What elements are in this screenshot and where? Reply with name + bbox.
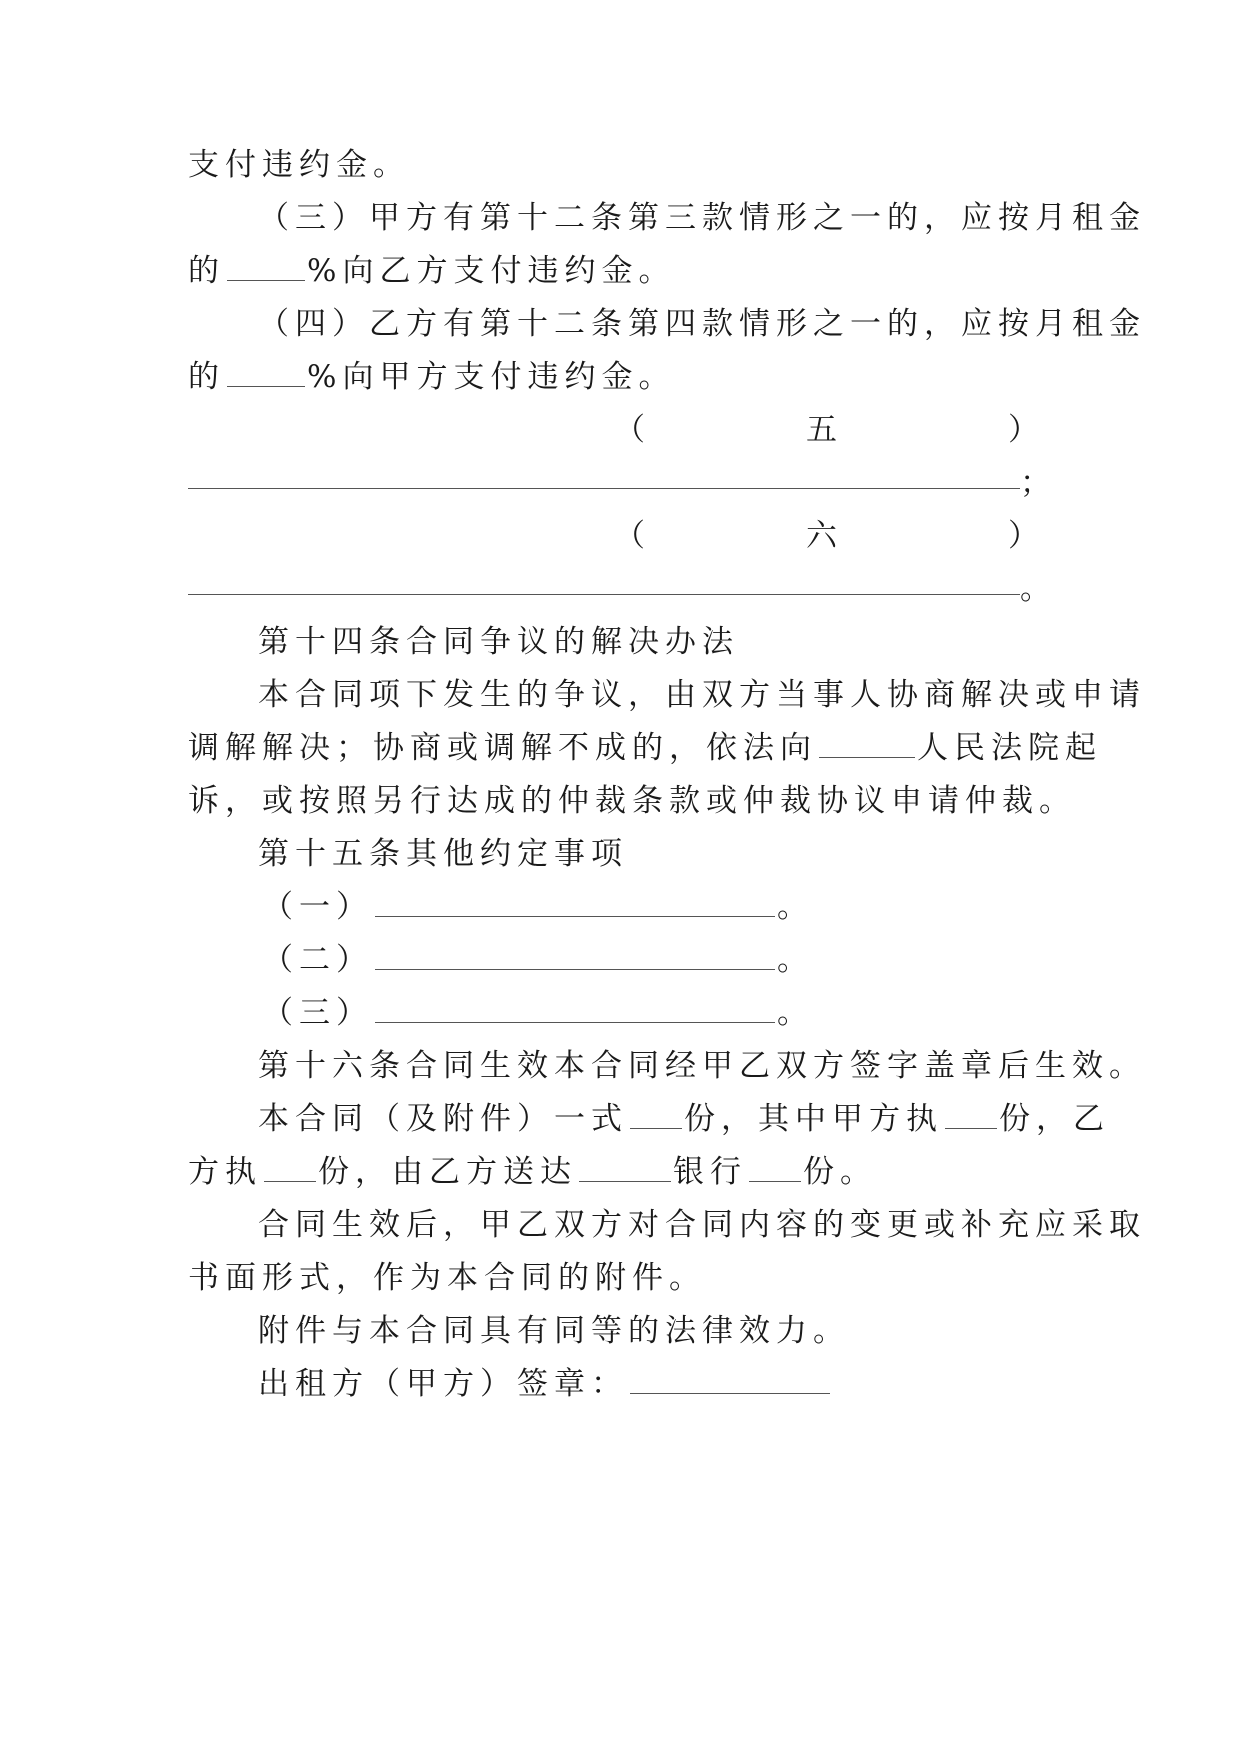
fill-blank[interactable] <box>375 994 775 1023</box>
item-5-blank-line[interactable] <box>188 488 1020 489</box>
item-6-end-mark: 。 <box>1020 571 1051 607</box>
text-fragment: 调解解决；协商或调解不成的，依法向 <box>188 730 817 766</box>
article-15-title <box>258 834 1128 874</box>
court-blank[interactable] <box>819 729 915 758</box>
text-line <box>258 1099 1128 1139</box>
clause-4-text: （四）乙方有第十二条第四款情形之一的，应按月租金 <box>258 306 1146 342</box>
signature-label: 出租方（甲方）签章： <box>258 1366 628 1402</box>
paragraph-text: 支付违约金。 <box>188 147 410 183</box>
text-fragment: 份，其中甲方执 <box>684 1101 943 1137</box>
other-item-3 <box>262 993 1132 1033</box>
signature-line <box>258 1364 1128 1404</box>
paragraph-text: 书面形式，作为本合同的附件。 <box>188 1260 706 1296</box>
text-fragment: 。 <box>777 889 814 925</box>
text-line <box>258 198 1146 238</box>
item-label: （三） <box>262 995 373 1031</box>
text-fragment: 方执 <box>188 1154 262 1190</box>
signature-blank[interactable] <box>630 1365 830 1394</box>
fill-blank[interactable] <box>630 1100 682 1129</box>
text-fragment: 银行 <box>673 1154 747 1190</box>
text-fragment: %向乙方支付违约金。 <box>307 253 676 289</box>
text-line <box>188 251 1058 291</box>
fill-blank[interactable] <box>375 888 775 917</box>
fill-blank[interactable] <box>945 1100 997 1129</box>
paragraph-text: 合同生效后，甲乙双方对合同内容的变更或补充应采取 <box>258 1207 1146 1243</box>
other-item-2 <box>262 940 1132 980</box>
item-6-number: 六 <box>806 518 837 554</box>
fill-blank[interactable] <box>227 252 305 281</box>
item-6-blank-line[interactable] <box>188 594 1020 595</box>
item-label: （一） <box>262 889 373 925</box>
text-fragment: %向甲方支付违约金。 <box>307 359 676 395</box>
text-fragment: 的 <box>188 359 225 395</box>
text-line <box>258 1205 1146 1245</box>
fill-blank[interactable] <box>749 1153 801 1182</box>
heading-text: 第十四条合同争议的解决办法 <box>258 624 739 660</box>
text-line <box>258 304 1146 344</box>
text-line <box>188 1258 1058 1298</box>
text-fragment: 本合同（及附件）一式 <box>258 1101 628 1137</box>
text-fragment: 。 <box>777 995 814 1031</box>
text-line <box>188 145 1058 185</box>
text-fragment: 的 <box>188 253 225 289</box>
fill-blank[interactable] <box>264 1153 316 1182</box>
text-line <box>258 675 1146 715</box>
text-fragment: 。 <box>777 942 814 978</box>
text-line <box>188 1152 1058 1192</box>
clause-3-text: （三）甲方有第十二条第三款情形之一的，应按月租金 <box>258 200 1146 236</box>
item-5-open-paren: （ <box>614 412 645 448</box>
fill-blank[interactable] <box>579 1153 671 1182</box>
paragraph-text: 第十六条合同生效本合同经甲乙双方签字盖章后生效。 <box>258 1048 1146 1084</box>
article-16-text <box>258 1046 1146 1086</box>
text-line <box>188 781 1076 821</box>
paragraph-text: 诉，或按照另行达成的仲裁条款或仲裁协议申请仲裁。 <box>188 783 1076 819</box>
fill-blank[interactable] <box>227 358 305 387</box>
article-14-title <box>258 622 1128 662</box>
text-fragment: 份，由乙方送达 <box>318 1154 577 1190</box>
text-fragment: 人民法院起 <box>917 730 1102 766</box>
item-6-open-paren: （ <box>614 518 645 554</box>
item-5-end-mark: ； <box>1020 465 1051 501</box>
item-5-number: 五 <box>806 412 837 448</box>
text-line <box>258 1311 1128 1351</box>
fill-blank[interactable] <box>375 941 775 970</box>
other-item-1 <box>262 887 1132 927</box>
item-label: （二） <box>262 942 373 978</box>
text-line <box>188 728 1102 768</box>
paragraph-text: 附件与本合同具有同等的法律效力。 <box>258 1313 850 1349</box>
heading-text: 第十五条其他约定事项 <box>258 836 628 872</box>
item-6-close-paren: ） <box>1008 518 1039 554</box>
text-line <box>188 357 1058 397</box>
item-5-close-paren: ） <box>1008 412 1039 448</box>
paragraph-text: 本合同项下发生的争议，由双方当事人协商解决或申请 <box>258 677 1146 713</box>
text-fragment: 份。 <box>803 1154 877 1190</box>
text-fragment: 份，乙 <box>999 1101 1110 1137</box>
